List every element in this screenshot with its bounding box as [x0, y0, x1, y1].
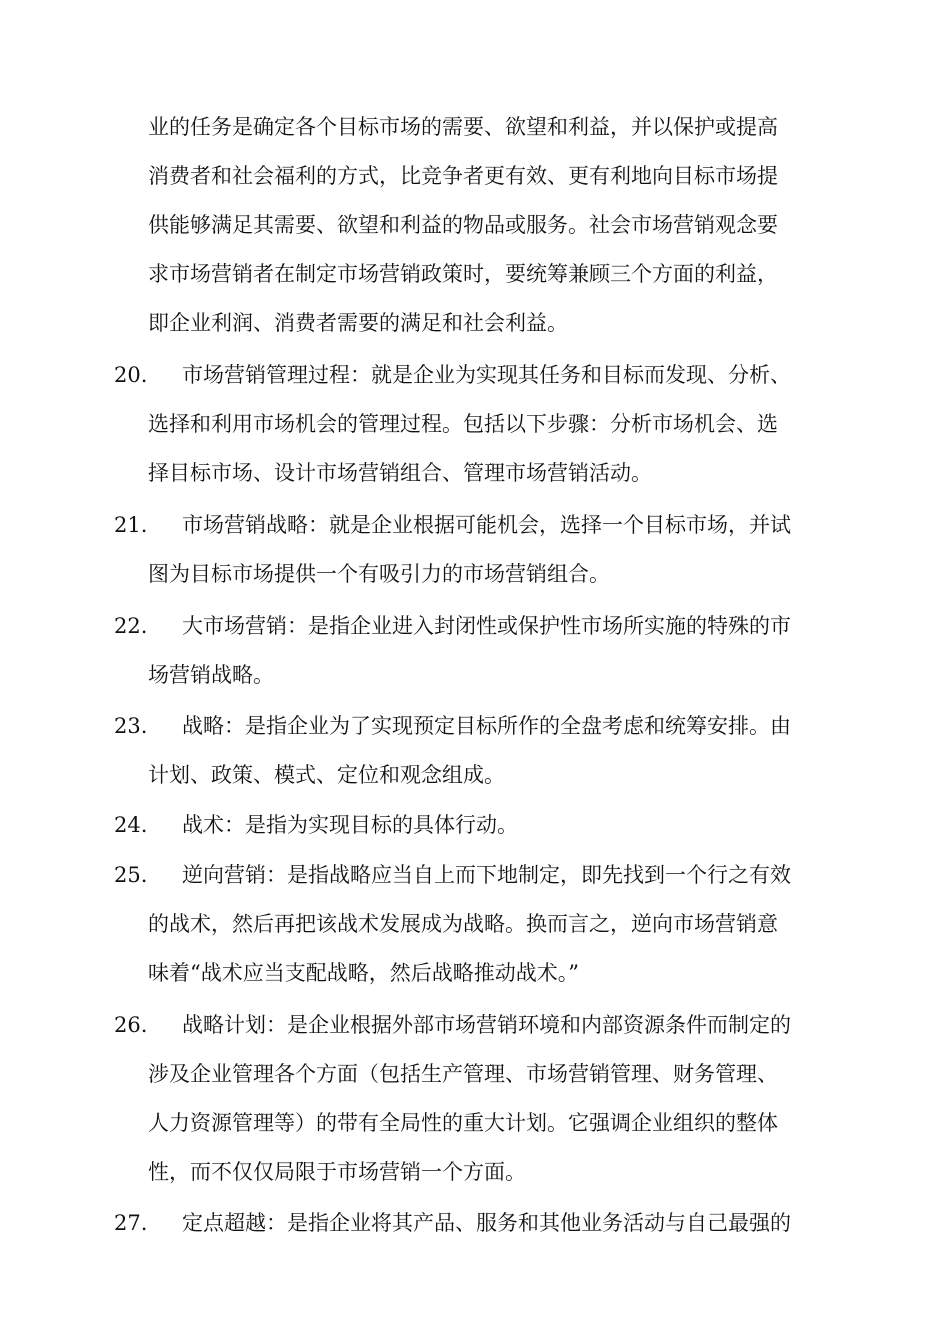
item-text: 涉及企业管理各个方面（包括生产管理、市场营销管理、财务管理、	[148, 1062, 778, 1086]
text-line: 即企业利润、消费者需要的满足和社会利益。	[148, 311, 568, 335]
text-line: 消费者和社会福利的方式，比竞争者更有效、更有利地向目标市场提	[148, 164, 778, 188]
text-line: 供能够满足其需要、欲望和利益的物品或服务。社会市场营销观念要	[148, 213, 778, 237]
item-text: 人力资源管理等）的带有全局性的重大计划。它强调企业组织的整体	[148, 1111, 778, 1135]
item-text: 味着“战术应当支配战略，然后战略推动战术。”	[148, 961, 579, 985]
item-text: 大市场营销：是指企业进入封闭性或保护性市场所实施的特殊的市	[182, 614, 791, 638]
item-text: 战略：是指企业为了实现预定目标所作的全盘考虑和统筹安排。由	[182, 714, 791, 738]
item-number: 25.	[114, 863, 148, 887]
item-number: 23.	[114, 714, 148, 738]
item-number: 26.	[114, 1013, 148, 1037]
text-line: 求市场营销者在制定市场营销政策时，要统筹兼顾三个方面的利益，	[148, 262, 778, 286]
item-text: 的战术，然后再把该战术发展成为战略。换而言之，逆向市场营销意	[148, 912, 778, 936]
item-text: 计划、政策、模式、定位和观念组成。	[148, 763, 505, 787]
item-text: 场营销战略。	[148, 663, 274, 687]
item-text: 择目标市场、设计市场营销组合、管理市场营销活动。	[148, 461, 652, 485]
item-text: 逆向营销：是指战略应当自上而下地制定，即先找到一个行之有效	[182, 863, 791, 887]
item-number: 27.	[114, 1211, 148, 1235]
item-text: 战术：是指为实现目标的具体行动。	[182, 813, 518, 837]
item-text: 定点超越：是指企业将其产品、服务和其他业务活动与自己最强的	[182, 1211, 791, 1235]
item-number: 22.	[114, 614, 148, 638]
item-number: 24.	[114, 813, 148, 837]
text-line: 业的任务是确定各个目标市场的需要、欲望和利益，并以保护或提高	[148, 115, 778, 139]
item-text: 图为目标市场提供一个有吸引力的市场营销组合。	[148, 562, 610, 586]
item-number: 21.	[114, 513, 148, 537]
item-text: 市场营销战略：就是企业根据可能机会，选择一个目标市场，并试	[182, 513, 791, 537]
item-number: 20.	[114, 363, 148, 387]
item-text: 市场营销管理过程：就是企业为实现其任务和目标而发现、分析、	[182, 363, 791, 387]
item-text: 性，而不仅仅局限于市场营销一个方面。	[148, 1160, 526, 1184]
item-text: 战略计划：是企业根据外部市场营销环境和内部资源条件而制定的	[182, 1013, 791, 1037]
item-text: 选择和利用市场机会的管理过程。包括以下步骤：分析市场机会、选	[148, 412, 778, 436]
